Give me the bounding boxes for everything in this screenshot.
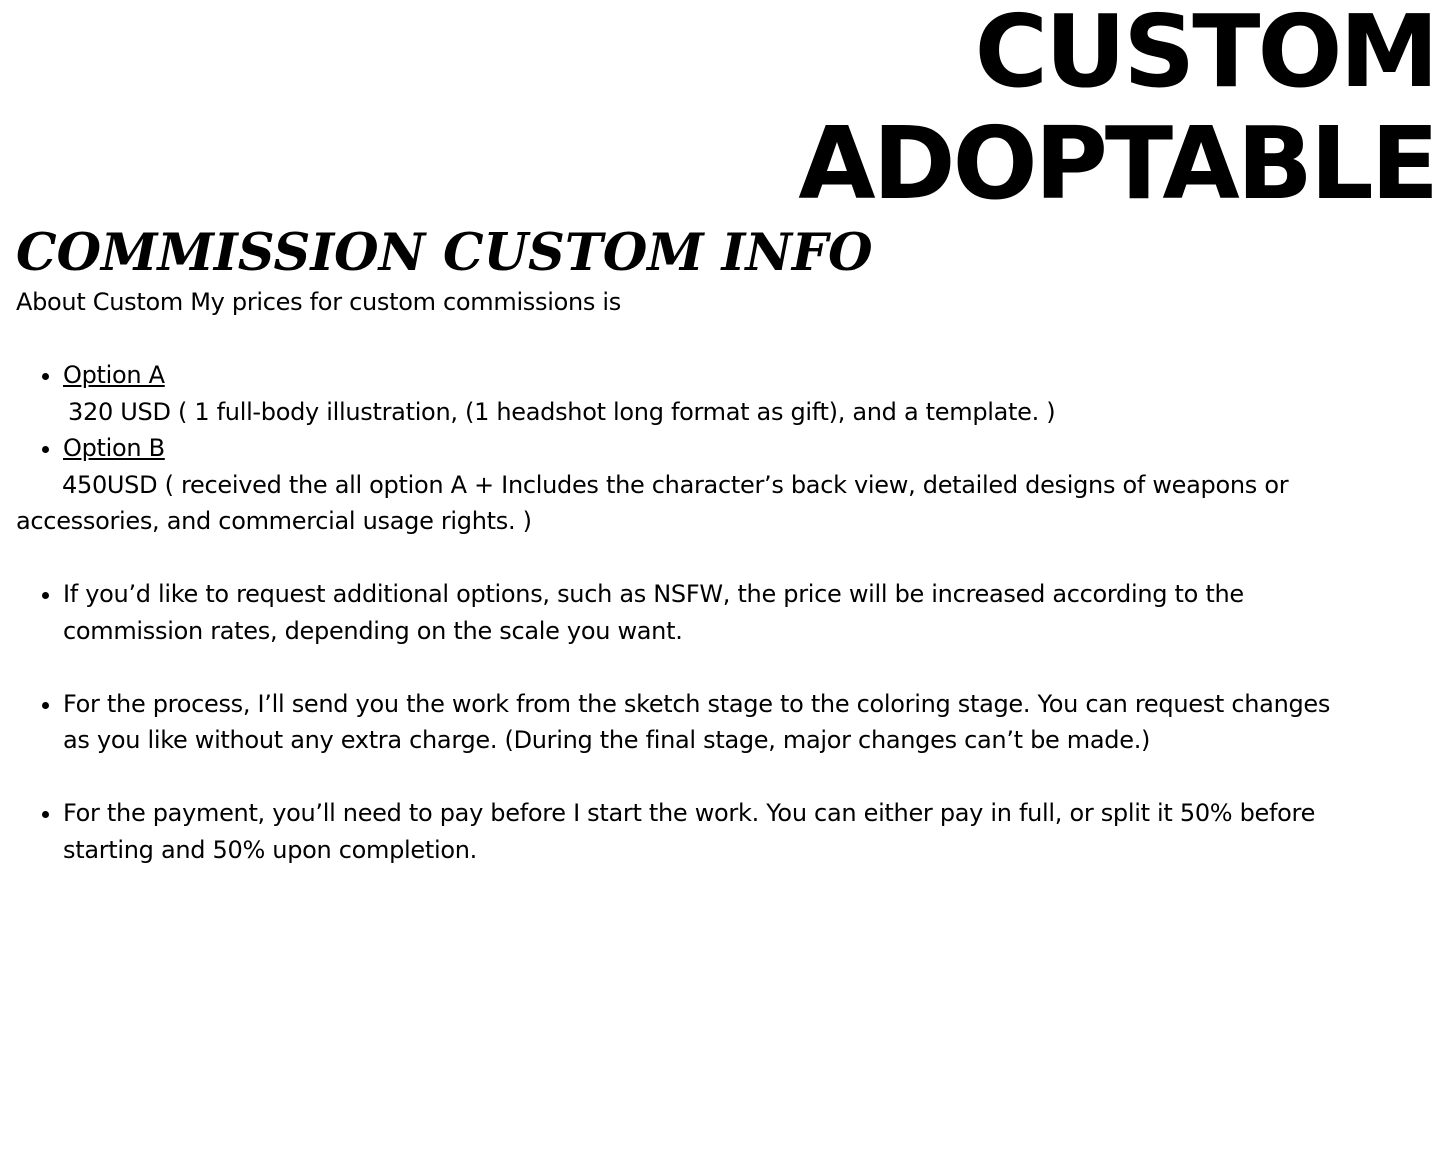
option-item-b — [16, 430, 1346, 540]
option-a-label: Option A — [63, 361, 165, 389]
note-payment: • For the payment, you’ll need to pay before I start the work. You can either pay in full, or split it 50% before starting and 50% upon completion. — [63, 795, 1346, 868]
options-list — [16, 357, 1346, 540]
intro-text: About Custom My prices for custom commissions is — [16, 288, 621, 316]
hero-title-line-1: CUSTOM — [974, 0, 1436, 110]
hero-title-line-2: ADOPTABLE — [798, 105, 1436, 222]
notes-list-1 — [16, 576, 1346, 649]
option-b-detail: 450USD ( received the all option A + Includes the character’s back view, detailed designs of weapons or accessories, and commercial usage rights. ) — [16, 470, 1289, 535]
note-process: • For the process, I’ll send you the work from the sketch stage to the coloring stage. You can request changes as you like without any extra charge. (During the final stage, major changes can’t be made.) — [63, 686, 1346, 759]
spacer — [16, 540, 1346, 577]
spacer — [16, 649, 1346, 686]
notes-list-3 — [16, 795, 1346, 868]
hero-title — [798, 0, 1436, 220]
option-a-detail: 320 USD ( 1 full-body illustration, (1 headshot long format as gift), and a template. ) — [68, 397, 1056, 426]
notes-list-2 — [16, 686, 1346, 759]
option-b-label: Option B — [63, 434, 165, 462]
commission-info-body — [16, 284, 1346, 868]
note-additional-options: • If you’d like to request additional options, such as NSFW, the price will be increased according to the commission rates, depending on the scale you want. — [63, 576, 1346, 649]
spacer — [16, 759, 1346, 796]
section-heading: COMMISSION CUSTOM INFO — [16, 223, 873, 283]
spacer — [16, 321, 1346, 358]
option-item-a — [63, 357, 1346, 430]
